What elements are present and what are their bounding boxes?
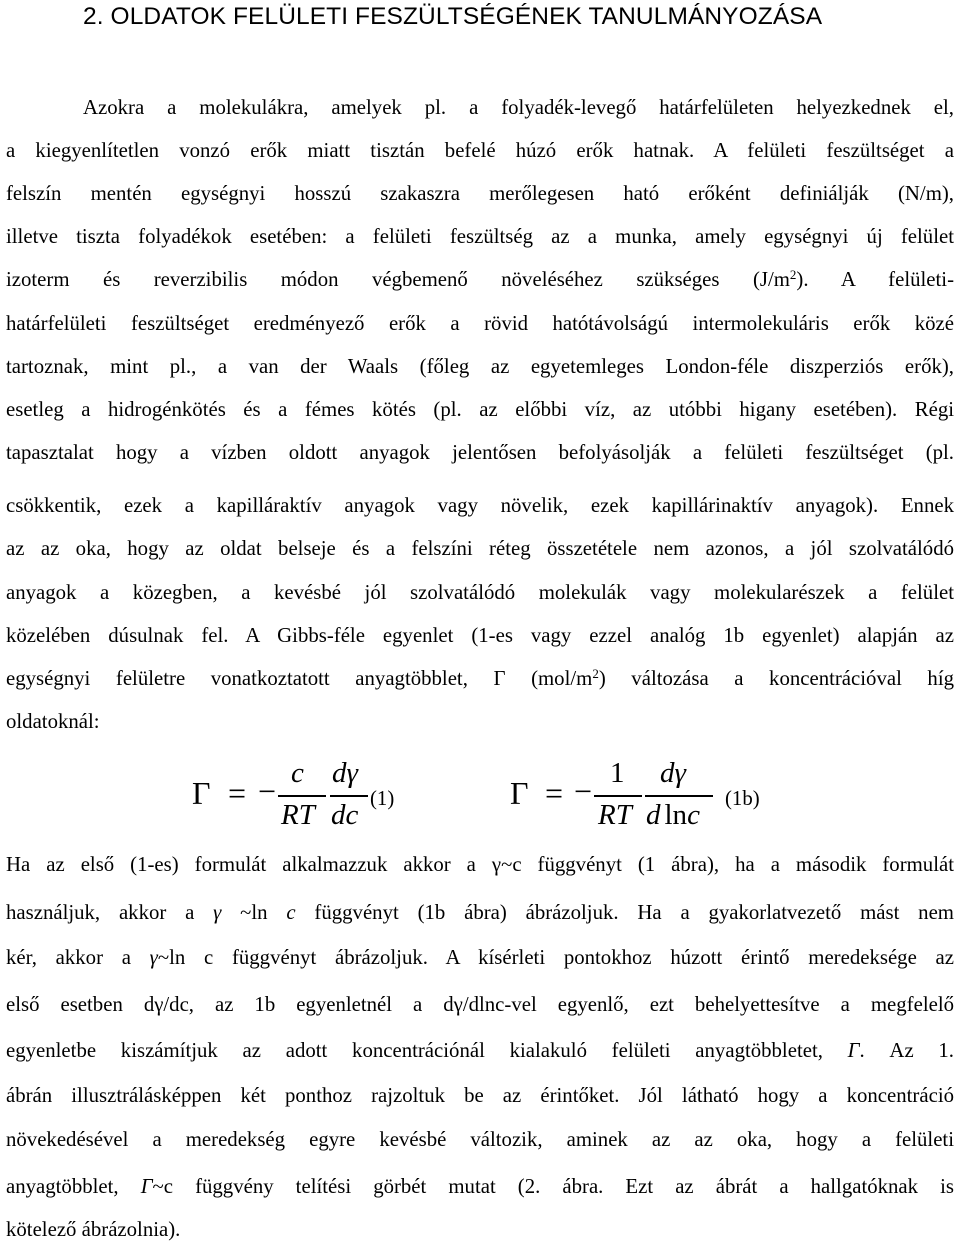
gamma-symbol: Γ [510, 775, 529, 811]
text-line: csökkentik, ezek a kapilláraktív anyagok vagy növelik, ezek kapillárinaktív anyagok). Ennek [6, 494, 954, 517]
text-line [6, 898, 954, 928]
text-line: anyagok a közegben, a kevésbé jól szolvatálódó molekulák vagy molekularészek a felület [6, 581, 954, 604]
text-line [6, 664, 954, 694]
fraction-numerator: c [291, 757, 304, 789]
superscript: 2 [789, 267, 797, 282]
minus-sign: − [574, 773, 593, 809]
fraction-denominator: RT [598, 799, 632, 831]
text-line: illetve tiszta folyadékok esetében: a felületi feszültség az a munka, amely egységnyi új felület [6, 225, 954, 248]
text-segment: izoterm és reverzibilis módon végbemenő növeléséhez szükséges (J/m [6, 268, 790, 291]
concentration-c: c [687, 799, 700, 831]
equals-sign: = [228, 775, 247, 811]
fraction-bar [594, 795, 642, 797]
fraction-denominator: dc [331, 799, 359, 831]
section-heading: 2. OLDATOK FELÜLETI FESZÜLTSÉGÉNEK TANULMÁNYOZÁSA [83, 3, 823, 30]
text-line: növekedésével a meredekség egyre kevésbé változik, aminek az az oka, hogy a felületi [6, 1128, 954, 1151]
text-segment: . Az 1. [859, 1039, 954, 1062]
text-segment: ~ln c függvényt ábrázoljuk. A kísérleti pontokhoz húzott érintő meredeksége az [157, 946, 954, 969]
text-segment: anyagtöbblet, [6, 1175, 141, 1198]
fraction-bar [645, 795, 713, 797]
gamma-symbol: γ [149, 946, 158, 969]
gamma-symbol: Γ [192, 775, 211, 811]
text-line: felszín mentén egységnyi hosszú szakaszra merőlegesen ható erőként definiálják (N/m), [6, 182, 954, 205]
equation-number: (1b) [725, 787, 760, 810]
differential-d: d [646, 799, 661, 831]
fraction-denominator [646, 801, 700, 830]
text-line: határfelületi feszültséget eredményező erők a rövid hatótávolságú intermolekuláris erők közé [6, 312, 954, 335]
equation-number: (1) [370, 787, 395, 810]
text-segment: ) változása a koncentrációval híg [598, 667, 954, 690]
text-line: ábrán illusztrálásképpen két ponthoz rajzoltuk be az érintőket. Jól látható hogy a koncentráció [6, 1084, 954, 1107]
fraction-denominator: RT [281, 799, 315, 831]
text-line: tapasztalat hogy a vízben oldott anyagok jelentősen befolyásolják a felületi feszültséget (pl. [6, 441, 954, 464]
gamma-symbol: Γ [140, 1175, 153, 1198]
text-line: az az oka, hogy az oldat belseje és a felszíni réteg összetétele nem azonos, a jól szolvatálódó [6, 537, 954, 560]
concentration-c: c [286, 901, 296, 924]
text-segment: ~c függvény telítési görbét mutat (2. ábra. Ezt az ábrát a hallgatóknak is [152, 1175, 954, 1198]
text-line: Ha az első (1-es) formulát alkalmazzuk akkor a γ~c függvényt (1 ábra), ha a második formulát [6, 853, 954, 876]
equals-sign: = [545, 775, 564, 811]
text-line: oldatoknál: [6, 710, 100, 733]
text-line [6, 265, 954, 295]
text-line: kötelező ábrázolnia). [6, 1218, 181, 1241]
text-line: esetleg a hidrogénkötés és a fémes kötés (pl. az előbbi víz, az utóbbi higany esetében). Régi [6, 398, 954, 421]
text-segment: használjuk, akkor a [6, 901, 214, 924]
text-line: első esetben dγ/dc, az 1b egyenletnél a dγ/dlnc-vel egyenlő, ezt behelyettesítve a megfelelő [6, 993, 954, 1016]
fraction-bar [330, 795, 368, 797]
text-line: Azokra a molekulákra, amelyek pl. a folyadék-levegő határfelületen helyezkednek el, [83, 96, 954, 119]
fraction-numerator: dγ [660, 757, 686, 789]
ln-operator: ln [664, 799, 688, 831]
text-segment: ~ln [221, 901, 287, 924]
text-line [6, 943, 954, 973]
text-line: a kiegyenlítetlen vonzó erők miatt tisztán befelé húzó erők hatnak. A felületi feszültséget a [6, 139, 954, 162]
gamma-symbol: γ [213, 901, 222, 924]
gamma-symbol: Γ [847, 1039, 860, 1062]
text-segment: egységnyi felületre vonatkoztatott anyagtöbblet, Γ (mol/m [6, 667, 593, 690]
superscript: 2 [592, 666, 599, 681]
text-segment: ). A felületi- [796, 268, 954, 291]
text-line [6, 1172, 954, 1202]
text-segment: kér, akkor a [6, 946, 150, 969]
fraction-numerator: 1 [610, 757, 625, 789]
text-segment: egyenletbe kiszámítjuk az adott koncentrációnál kialakuló felületi anyagtöbbletet, [6, 1039, 848, 1062]
text-line [6, 1036, 954, 1066]
text-line: közelében dúsulnak fel. A Gibbs-féle egyenlet (1-es vagy ezzel analóg 1b egyenlet) alapján az [6, 624, 954, 647]
minus-sign: − [258, 773, 277, 809]
text-line: tartoznak, mint pl., a van der Waals (főleg az egyetemleges London-féle diszperziós erők), [6, 355, 954, 378]
fraction-bar [278, 795, 326, 797]
text-segment: függvényt (1b ábra) ábrázoljuk. Ha a gyakorlatvezető mást nem [295, 901, 954, 924]
fraction-numerator: dγ [332, 757, 358, 789]
